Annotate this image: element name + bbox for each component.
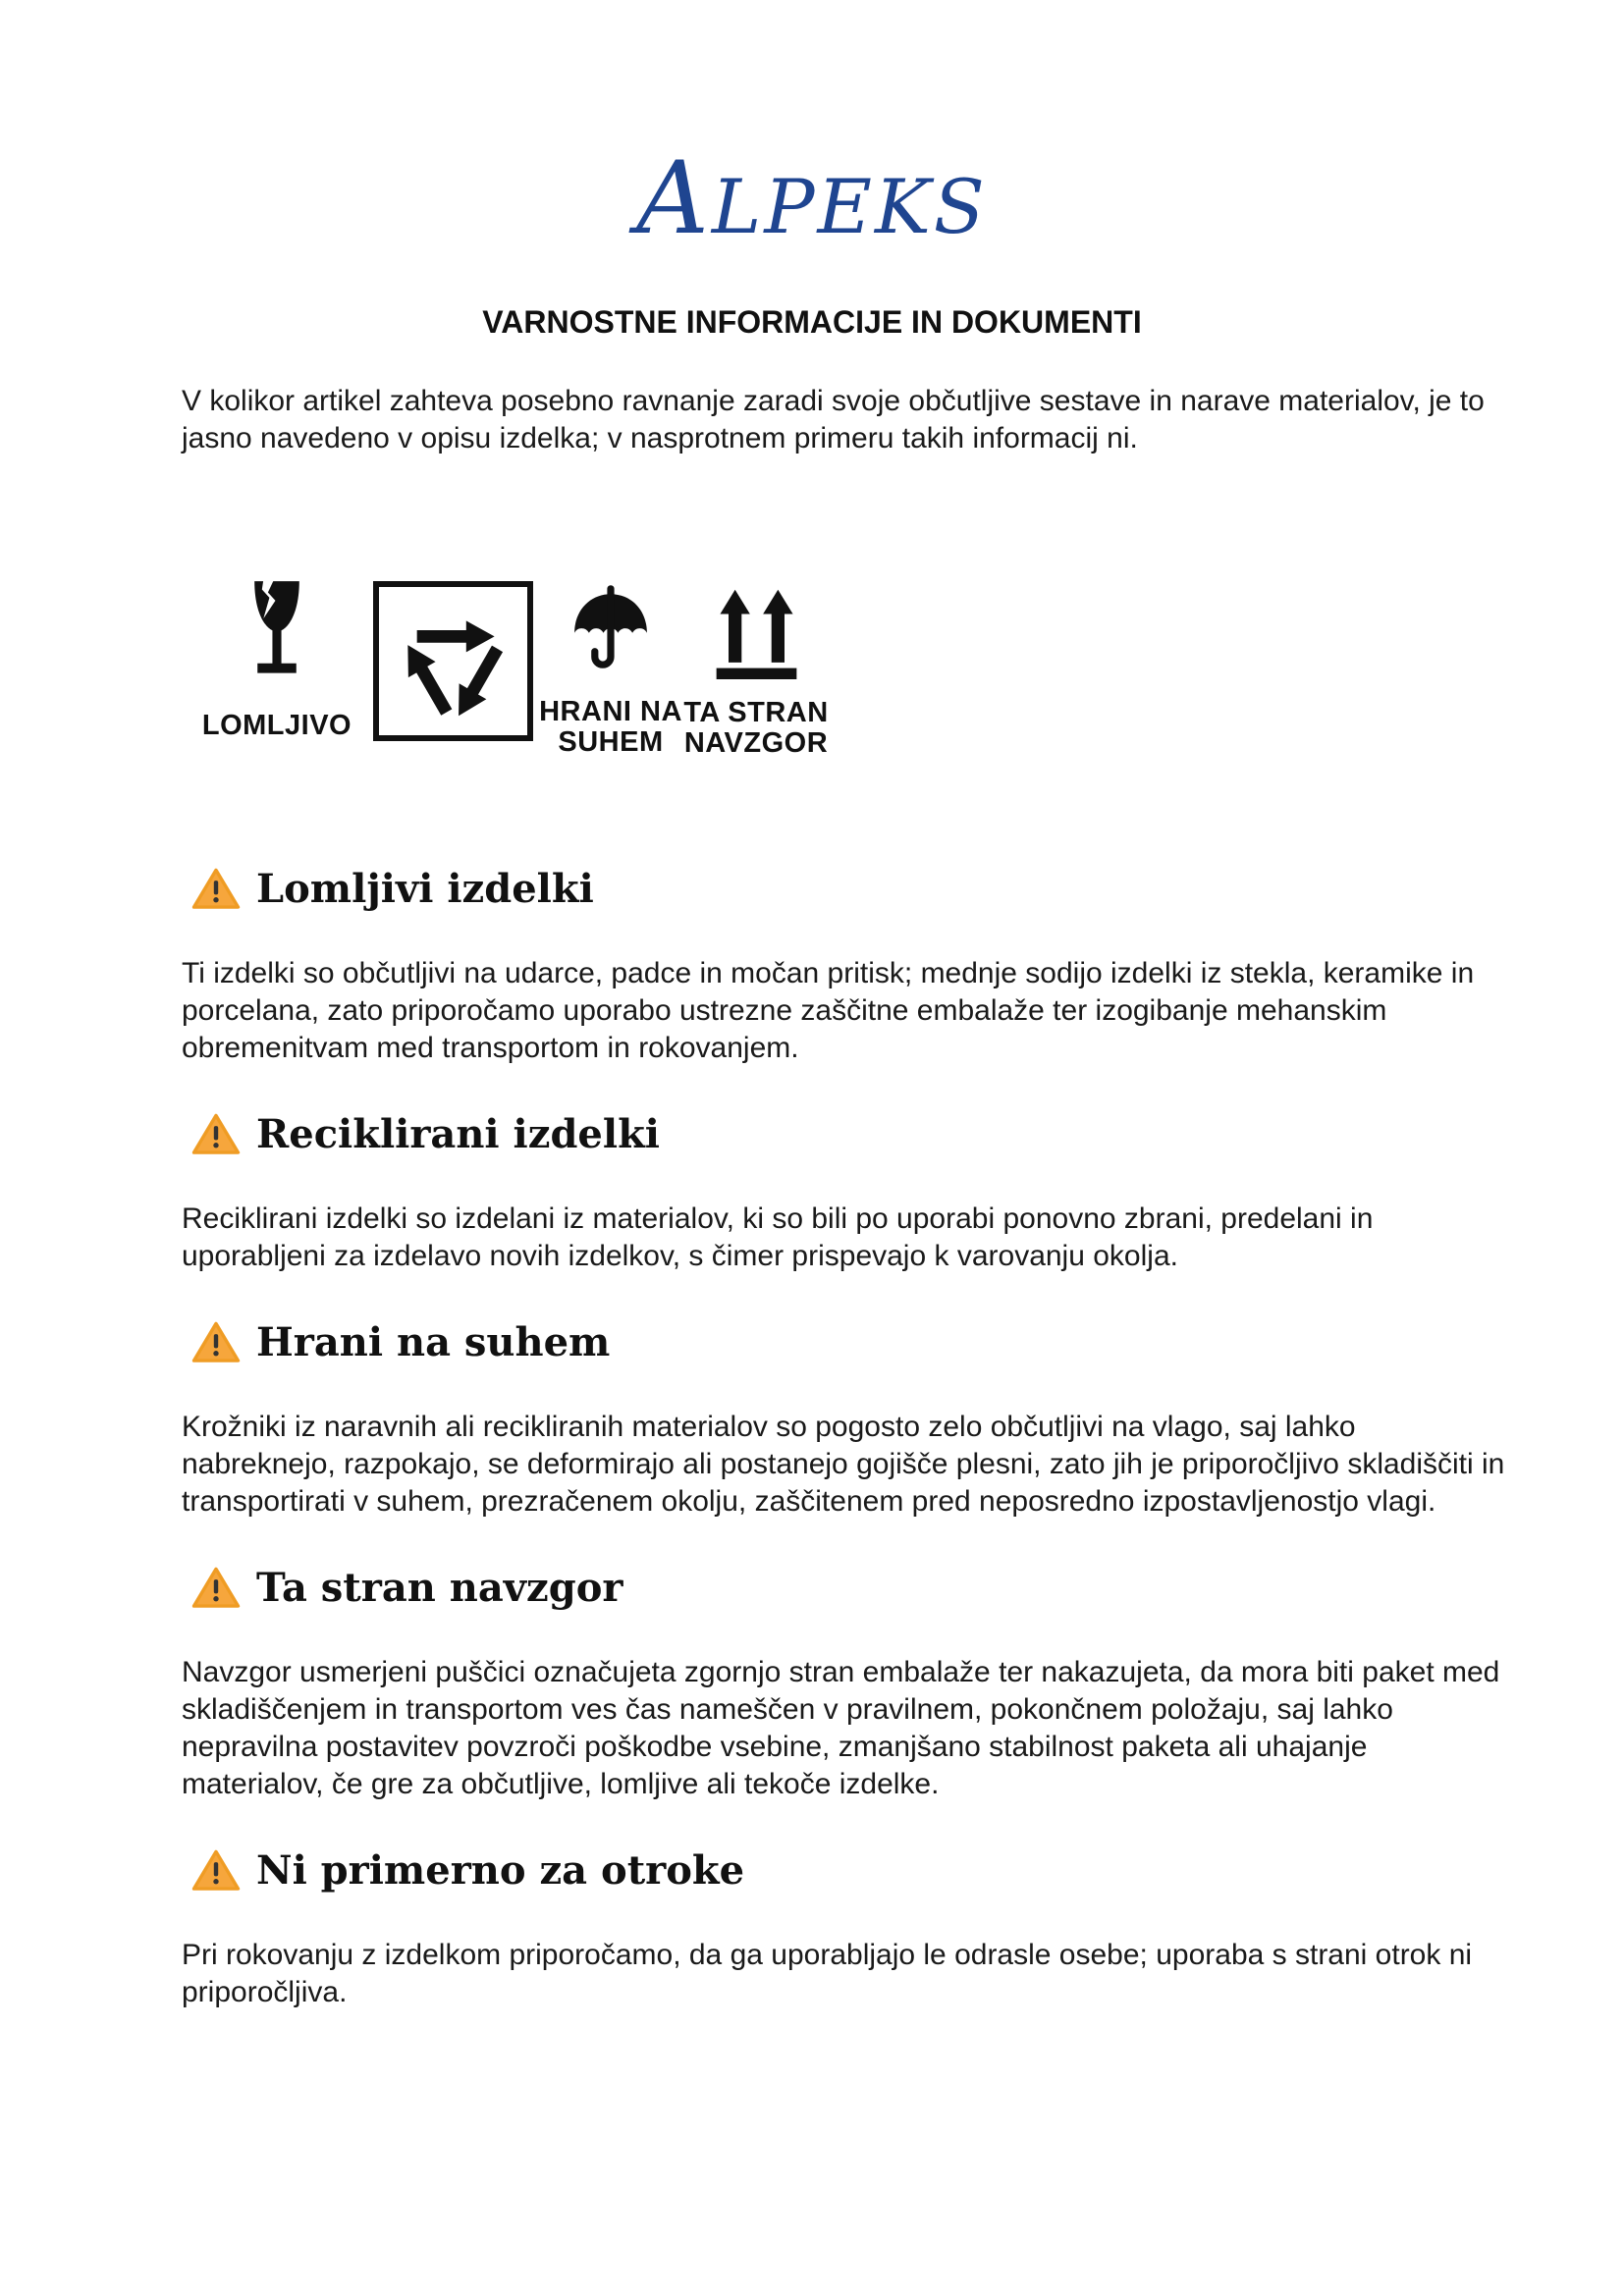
- section-heading: [191, 1318, 1507, 1365]
- section-title: Ni primerno za otroke: [256, 1846, 745, 1894]
- keep-dry-label-line1: HRANI NA: [539, 696, 682, 727]
- sections-container: [182, 865, 1507, 2011]
- up-arrows-icon: [709, 586, 804, 679]
- warning-triangle-icon: [191, 1566, 241, 1609]
- section-title: Reciklirani izdelki: [256, 1110, 660, 1157]
- fragile-label: LOMLJIVO: [201, 710, 352, 741]
- recycling-icon: [391, 599, 516, 724]
- section-title: Hrani na suhem: [256, 1318, 611, 1365]
- section-heading: [191, 1564, 1507, 1611]
- section-heading: [191, 865, 1507, 912]
- section-body: Ti izdelki so občutljivi na udarce, padce in močan pritisk; mednje sodijo izdelki iz stekla, keramike in porcelana, zato priporočamo uporabo ustrezne zaščitne embalaže ter izogibanje mehanskim obremenitvam med transportom in rokovanjem.: [182, 957, 1475, 1064]
- recycle-box-frame: [373, 581, 533, 741]
- section-body: Krožniki iz naravnih ali recikliranih materialov so pogosto zelo občutljivi na vlago, saj lahko nabreknejo, razpokajo, se deformirajo ali postanejo gojišče plesni, zato jih je priporočljivo skladiščiti in transportirati v suhem, prezračenem okolju, zaščitenem pred neposredno izpostavljenostjo vlagi.: [182, 1411, 1505, 1518]
- section-heading: [191, 1110, 1507, 1157]
- warning-triangle-icon: [191, 1112, 241, 1155]
- section-body: Reciklirani izdelki so izdelani iz materialov, ki so bili po uporabi ponovno zbrani, predelani in uporabljeni za izdelavo novih izdelkov, s čimer prispevajo k varovanju okolja.: [182, 1202, 1374, 1272]
- section-recycled-products: [182, 1110, 1507, 1275]
- logo-initial: A: [636, 140, 712, 257]
- warning-triangle-icon: [191, 1320, 241, 1363]
- warning-triangle-icon: [191, 1848, 241, 1892]
- section-keep-dry: [182, 1318, 1507, 1521]
- keep-dry-label-line2: SUHEM: [558, 726, 664, 758]
- handling-symbols-row: [0, 569, 1624, 759]
- symbol-recyclable: [373, 581, 533, 741]
- this-side-up-label-line2: NAVZGOR: [683, 727, 829, 759]
- logo-rest: LPEKS: [711, 163, 988, 250]
- intro-paragraph: V kolikor artikel zahteva posebno ravnanje zaradi svoje občutljive sestave in narave materialov, je to jasno navedeno v opisu izdelka; v nasprotnem primeru takih informacij ni.: [182, 385, 1485, 454]
- section-title: Lomljivi izdelki: [256, 865, 594, 912]
- this-side-up-label-line1: TA STRAN: [683, 697, 829, 728]
- umbrella-icon: [567, 582, 655, 680]
- broken-glass-icon: [240, 577, 314, 682]
- section-title: Ta stran navzgor: [256, 1564, 623, 1611]
- symbol-fragile: [201, 577, 352, 741]
- section-body: Navzgor usmerjeni puščici označujeta zgornjo stran embalaže ter nakazujeta, da mora biti paket med skladiščenjem in transportom ves čas nameščen v pravilnem, pokončnem položaju, saj lahko nepravilna postavitev povzroči poškodbe vsebine, zmanjšano stabilnost paketa ali uhajanje materialov, če gre za občutljive, lomljive ali tekoče izdelke.: [182, 1656, 1500, 1800]
- section-not-for-children: [182, 1846, 1507, 2011]
- section-body: Pri rokovanju z izdelkom priporočamo, da ga uporabljajo le odrasle osebe; uporaba s strani otrok ni priporočljiva.: [182, 1939, 1473, 2008]
- section-this-side-up: [182, 1564, 1507, 1803]
- this-side-up-label: [670, 698, 842, 759]
- section-heading: [191, 1846, 1507, 1894]
- section-fragile-products: [182, 865, 1507, 1067]
- symbol-this-side-up: [670, 586, 842, 759]
- warning-triangle-icon: [191, 867, 241, 910]
- page-title: VARNOSTNE INFORMACIJE IN DOKUMENTI: [482, 304, 1142, 340]
- company-logo: [0, 140, 1624, 257]
